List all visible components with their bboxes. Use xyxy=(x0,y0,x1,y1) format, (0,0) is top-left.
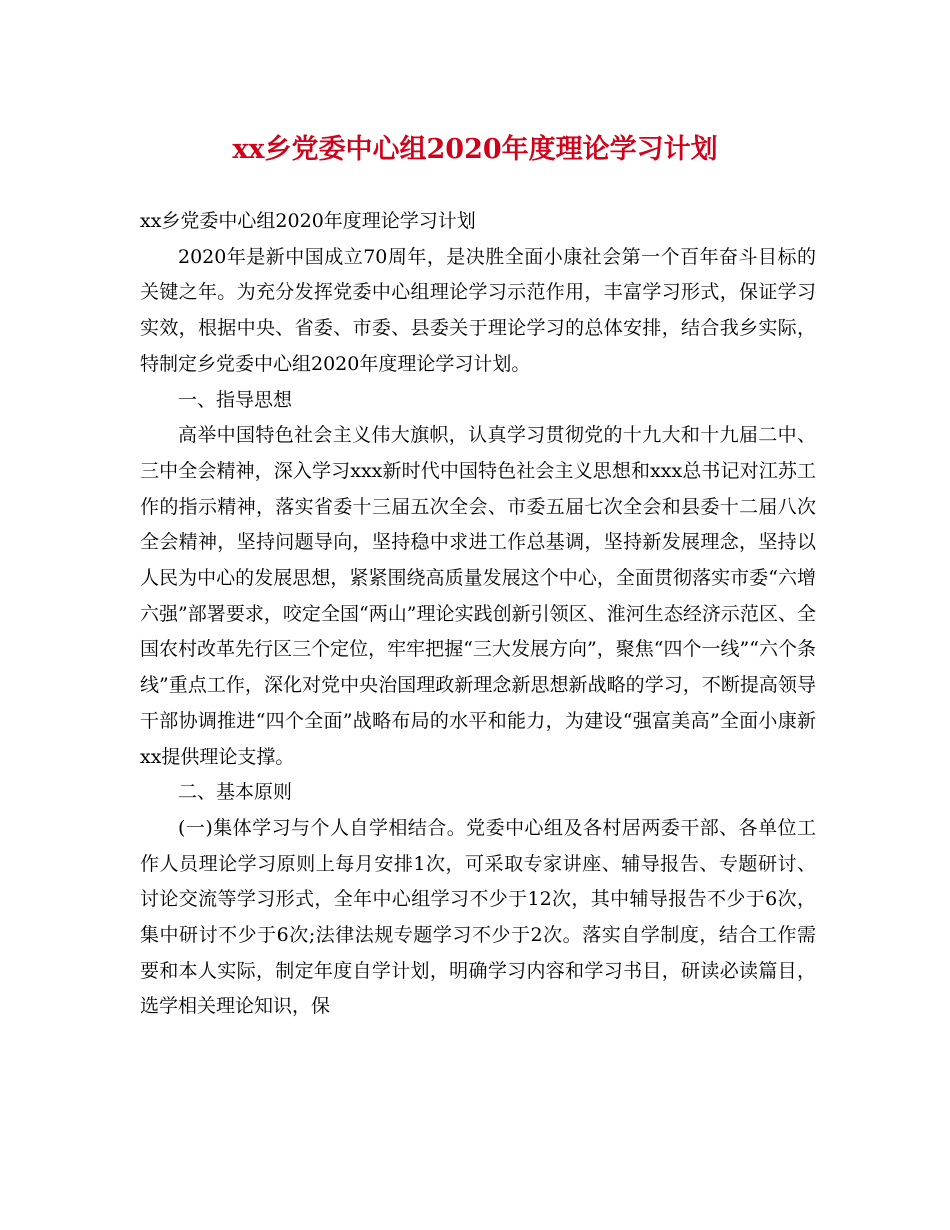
paragraph-intro: 2020年是新中国成立70周年，是决胜全面小康社会第一个百年奋斗目标的关键之年。为充分发挥党委中心组理论学习示范作用，丰富学习形式，保证学习实效，根据中央、省委、市委、县委关于理论学习的总体安排，结合我乡实际，特制定乡党委中心组2020年度理论学习计划。 xyxy=(140,245,816,375)
section-heading-guiding-ideology: 一、指导思想 xyxy=(178,388,293,411)
document-body xyxy=(140,204,816,1025)
document-title: xx乡党委中心组2020年度理论学习计划 xyxy=(232,134,718,165)
paragraph-guiding-ideology: 高举中国特色社会主义伟大旗帜，认真学习贯彻党的十九大和十九届二中、三中全会精神，深入学习xxx新时代中国特色社会主义思想和xxx总书记对江苏工作的指示精神，落实省委十三届五次全会、市委五届七次全会和县委十二届八次全会精神，坚持问题导向，坚持稳中求进工作总基调，坚持新发展理念，坚持以人民为中心的发展思想，紧紧围绕高质量发展这个中心，全面贯彻落实市委“六增六强”部署要求，咬定全国“两山”理论实践创新引领区、淮河生态经济示范区、全国农村改革先行区三个定位，牢牢把握“三大发展方向”，聚焦“四个一线”“六个条线”重点工作，深化对党中央治国理政新理念新思想新战略的学习，不断提高领导干部协调推进“四个全面”战略布局的水平和能力，为建设“强富美高”全面小康新xx提供理论支撑。 xyxy=(140,424,816,768)
paragraph-subtitle: xx乡党委中心组2020年度理论学习计划 xyxy=(140,210,476,232)
section-heading-basic-principles: 二、基本原则 xyxy=(178,781,293,804)
paragraph-principle-one: (一)集体学习与个人自学相结合。党委中心组及各村居两委干部、各单位工作人员理论学习原则上每月安排1次，可采取专家讲座、辅导报告、专题研讨、讨论交流等学习形式，全年中心组学习不少于12次，其中辅导报告不少于6次，集中研讨不少于6次;法律法规专题学习不少于2次。落实自学制度，结合工作需要和本人实际，制定年度自学计划，明确学习内容和学习书目，研读必读篇目，选学相关理论知识，保 xyxy=(140,816,816,1018)
